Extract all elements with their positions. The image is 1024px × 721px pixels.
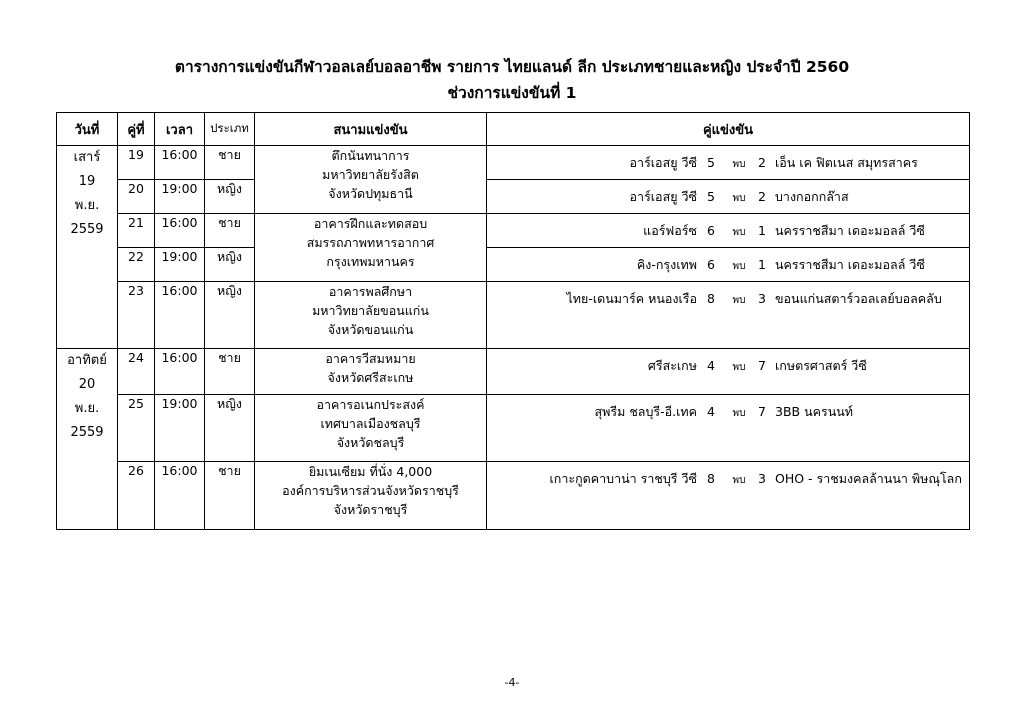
match-category: ชาย <box>205 214 255 248</box>
match-pair <box>487 282 970 349</box>
away-score: 1 <box>758 223 766 238</box>
venue-cell: ยิมเนเซียม ที่นั่ง 4,000 องค์การบริหารส่วนจังหวัดราชบุรี จังหวัดราชบุรี <box>255 462 487 530</box>
home-score: 4 <box>707 358 715 373</box>
vs-label: พบ <box>732 193 746 204</box>
venue-cell: อาคารวีสมหมาย จังหวัดศรีสะเกษ <box>255 349 487 395</box>
away-team: นครราชสีมา เดอะมอลล์ วีซี <box>775 223 925 238</box>
match-time: 16:00 <box>155 462 205 530</box>
away-team: ขอนแก่นสตาร์วอลเลย์บอลคลับ <box>775 291 942 306</box>
match-time: 19:00 <box>155 395 205 462</box>
match-pair <box>487 349 970 395</box>
home-score: 4 <box>707 404 715 419</box>
table-row <box>57 180 970 214</box>
match-category: หญิง <box>205 180 255 214</box>
match-no: 22 <box>118 248 155 282</box>
match-time: 16:00 <box>155 214 205 248</box>
away-team: OHO - ราชมงคลล้านนา พิษณุโลก <box>775 471 962 486</box>
header-match-no: คู่ที่ <box>118 113 155 146</box>
home-team: ไทย-เดนมาร์ค หนองเรือ <box>566 291 697 306</box>
header-category: ประเภท <box>205 113 255 146</box>
vs-label: พบ <box>732 362 746 373</box>
away-score: 3 <box>758 291 766 306</box>
home-score: 8 <box>707 291 715 306</box>
match-time: 19:00 <box>155 180 205 214</box>
vs-label: พบ <box>732 475 746 486</box>
table-row <box>57 462 970 530</box>
header-row <box>57 113 970 146</box>
match-time: 16:00 <box>155 282 205 349</box>
venue-cell: อาคารฝึกและทดสอบ สมรรถภาพทหารอากาศ กรุงเทพมหานคร <box>255 214 487 282</box>
table-row <box>57 282 970 349</box>
match-pair <box>487 395 970 462</box>
match-category: ชาย <box>205 146 255 180</box>
away-team: 3BB นครนนท์ <box>775 404 854 419</box>
match-no: 25 <box>118 395 155 462</box>
vs-label: พบ <box>732 227 746 238</box>
page-number: -4- <box>504 676 520 689</box>
vs-label: พบ <box>732 159 746 170</box>
home-team: อาร์เอสยู วีซี <box>629 189 697 204</box>
home-score: 8 <box>707 471 715 486</box>
date-cell-sun: อาทิตย์ 20 พ.ย. 2559 <box>57 349 118 530</box>
table-row <box>57 214 970 248</box>
match-no: 23 <box>118 282 155 349</box>
vs-label: พบ <box>732 408 746 419</box>
venue-cell: อาคารอเนกประสงค์ เทศบาลเมืองชลบุรี จังหวัดชลบุรี <box>255 395 487 462</box>
away-team: เอ็น เค ฟิตเนส สมุทรสาคร <box>775 155 918 170</box>
match-pair <box>487 146 970 180</box>
match-category: หญิง <box>205 282 255 349</box>
match-category: หญิง <box>205 395 255 462</box>
away-team: บางกอกกล๊าส <box>775 189 849 204</box>
home-team: เกาะกูดคาบาน่า ราชบุรี วีซี <box>549 471 697 486</box>
table-row <box>57 146 970 180</box>
vs-label: พบ <box>732 261 746 272</box>
match-no: 19 <box>118 146 155 180</box>
vs-label: พบ <box>732 295 746 306</box>
home-team: คิง-กรุงเทพ <box>636 257 697 272</box>
away-score: 2 <box>758 189 766 204</box>
title-line-1: ตารางการแข่งขันกีฬาวอลเลย์บอลอาชีพ รายการ ไทยแลนด์ ลีก ประเภทชายและหญิง ประจำปี 2560 <box>174 58 850 76</box>
title-line-2: ช่วงการแข่งขันที่ 1 <box>447 84 577 102</box>
home-team: อาร์เอสยู วีซี <box>629 155 697 170</box>
table-row <box>57 349 970 395</box>
match-time: 16:00 <box>155 349 205 395</box>
match-pair <box>487 214 970 248</box>
home-score: 6 <box>707 223 715 238</box>
table-row <box>57 395 970 462</box>
match-category: ชาย <box>205 462 255 530</box>
header-pairs: คู่แข่งขัน <box>487 113 970 146</box>
home-team: สุพรีม ชลบุรี-อี.เทค <box>594 404 697 419</box>
away-score: 7 <box>758 358 766 373</box>
header-venue: สนามแข่งขัน <box>255 113 487 146</box>
home-team: ศรีสะเกษ <box>647 358 697 373</box>
away-score: 1 <box>758 257 766 272</box>
home-score: 6 <box>707 257 715 272</box>
match-time: 19:00 <box>155 248 205 282</box>
away-team: นครราชสีมา เดอะมอลล์ วีซี <box>775 257 925 272</box>
match-no: 24 <box>118 349 155 395</box>
away-score: 2 <box>758 155 766 170</box>
match-no: 26 <box>118 462 155 530</box>
date-cell-sat: เสาร์ 19 พ.ย. 2559 <box>57 146 118 349</box>
match-pair <box>487 462 970 530</box>
match-pair <box>487 248 970 282</box>
match-time: 16:00 <box>155 146 205 180</box>
venue-cell: อาคารพลศึกษา มหาวิทยาลัยขอนแก่น จังหวัดขอนแก่น <box>255 282 487 349</box>
home-team: แอร์ฟอร์ซ <box>643 223 697 238</box>
match-category: หญิง <box>205 248 255 282</box>
away-score: 3 <box>758 471 766 486</box>
page-title <box>0 54 1024 106</box>
away-score: 7 <box>758 404 766 419</box>
home-score: 5 <box>707 155 715 170</box>
home-score: 5 <box>707 189 715 204</box>
match-no: 21 <box>118 214 155 248</box>
match-pair <box>487 180 970 214</box>
table-row <box>57 248 970 282</box>
header-time: เวลา <box>155 113 205 146</box>
match-category: ชาย <box>205 349 255 395</box>
schedule-table <box>56 112 970 530</box>
away-team: เกษตรศาสตร์ วีซี <box>775 358 867 373</box>
header-day: วันที่ <box>57 113 118 146</box>
match-no: 20 <box>118 180 155 214</box>
venue-cell: ตึกนันทนาการ มหาวิทยาลัยรังสิต จังหวัดปทุมธานี <box>255 146 487 214</box>
